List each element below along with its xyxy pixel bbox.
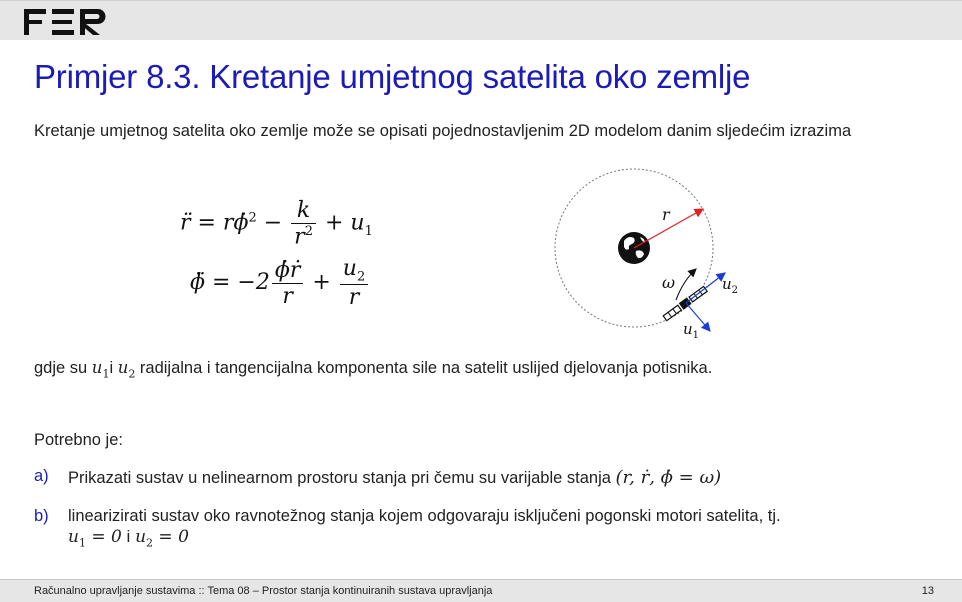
u2-symbol	[117, 358, 136, 381]
slide-title: Primjer 8.3. Kretanje umjetnog satelita oko zemlje	[34, 58, 751, 95]
footer-course-text: Računalno upravljanje sustavima :: Tema 08 – Prostor stanja kontinuiranih sustava upravljanja	[34, 585, 493, 597]
eq1-square: 2	[248, 210, 257, 226]
equations	[160, 190, 420, 320]
eq2-denominator-1: r	[272, 283, 304, 309]
eq2-denominator-2: r	[340, 284, 368, 310]
orbit-svg	[550, 165, 750, 345]
where-u2-sub: 2	[128, 367, 136, 381]
eq1-fraction	[291, 198, 316, 249]
eq2-numerator-2	[340, 256, 368, 284]
eq2-fraction-2	[340, 256, 368, 310]
eqc-eq1: = 0	[85, 527, 122, 547]
eq1-plus-u: + u	[317, 210, 365, 236]
u2-arrow	[686, 273, 725, 303]
footer-bar	[0, 579, 962, 602]
eq1-den-base: r	[294, 224, 305, 250]
u1-label-sub: 1	[692, 330, 700, 341]
where-u2: u	[117, 358, 129, 377]
eq2-numerator-1: ϕ̇ṙ	[274, 257, 301, 283]
task-a-text: Prikazati sustav u nelinearnom prostoru stanja pri čemu su varijable stanja	[68, 469, 616, 487]
eqc-u1: u	[68, 527, 79, 547]
equation-phi	[190, 256, 370, 310]
where-mid: i	[109, 359, 118, 377]
eqc-u2: u	[135, 527, 147, 547]
where-u1-sub: 1	[102, 367, 110, 381]
where-u1: u	[91, 358, 103, 377]
u2-label-base: u	[722, 275, 732, 293]
omega-label: ω	[662, 273, 676, 292]
eq2-plus: +	[305, 270, 338, 296]
u1-symbol	[91, 358, 110, 381]
eq1-den-power: 2	[304, 224, 313, 239]
eq2-fraction-1	[272, 258, 304, 309]
eqc-eq2: = 0	[153, 527, 189, 547]
where-pre: gdje su	[34, 359, 92, 377]
task-label-b: b)	[34, 507, 49, 525]
equilibrium-condition	[68, 527, 189, 549]
radius-label: r	[662, 205, 670, 224]
eq2-lhs: ϕ̈ = −2	[190, 270, 270, 296]
eq1-numerator: k	[296, 198, 311, 223]
task-text-a	[68, 467, 721, 488]
state-variables: (r, ṙ, ϕ̇ = ω)	[615, 467, 722, 488]
satellite-orbit-diagram	[550, 165, 750, 350]
eq1-lhs: r̈ = rϕ̇	[180, 210, 249, 236]
eqc-u1-sub: 1	[78, 536, 86, 550]
u2-label	[722, 275, 738, 296]
task-b-text: linearizirati sustav oko ravnotežnog stanja kojem odgovaraju isključeni pogonski motori satelita, tj.	[68, 507, 781, 525]
intro-text: Kretanje umjetnog satelita oko zemlje može se opisati pojednostavljenim 2D modelom danim sljedećim izrazima	[34, 122, 852, 140]
eq1-denominator	[291, 223, 316, 249]
eq2-num2-u: u	[342, 256, 357, 281]
top-bar	[0, 0, 962, 40]
where-post: radijalna i tangencijalna komponenta sile na satelit uslijed djelovanja potisnika.	[135, 359, 713, 377]
eq2-num2-sub: 2	[356, 269, 366, 285]
eq1-sub: 1	[364, 224, 373, 240]
fer-logo	[24, 9, 106, 40]
u1-label-base: u	[683, 320, 693, 338]
equation-r	[180, 198, 373, 249]
eqc-conj: i	[121, 527, 136, 546]
variables-description	[34, 358, 712, 380]
task-heading: Potrebno je:	[34, 431, 123, 449]
u1-label	[683, 320, 699, 341]
page-number: 13	[921, 585, 934, 597]
task-label-a: a)	[34, 467, 49, 485]
u2-label-sub: 2	[731, 285, 739, 296]
eq1-minus: −	[256, 210, 290, 236]
eqc-u2-sub: 2	[146, 536, 154, 550]
fer-logo-mark	[24, 9, 106, 35]
